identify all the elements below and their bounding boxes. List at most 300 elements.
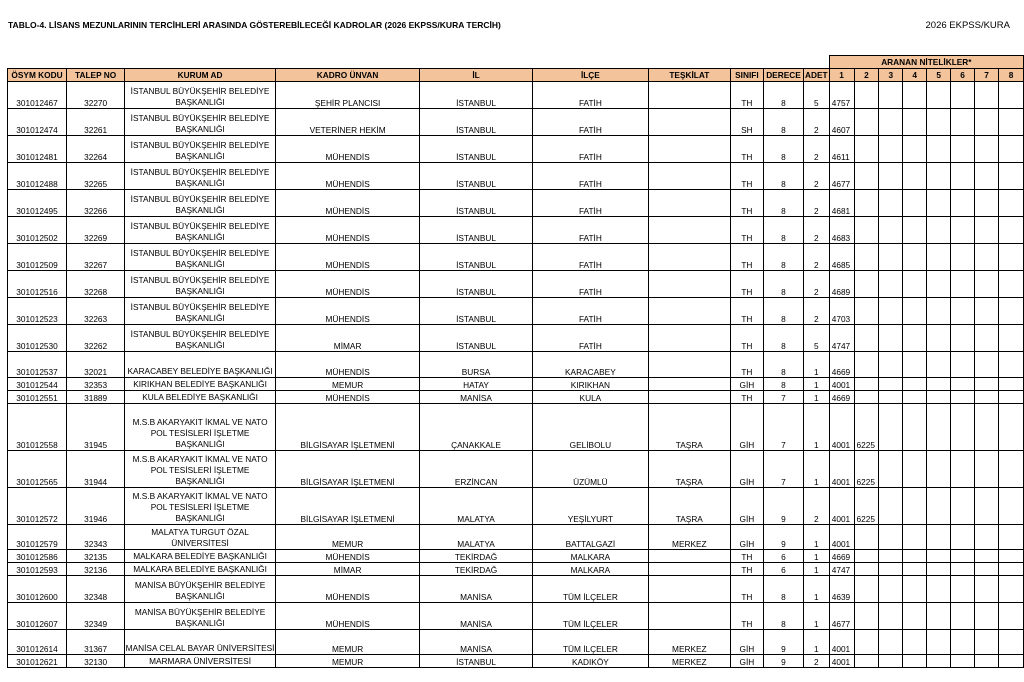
institution-line: M.S.B AKARYAKIT İKMAL VE NATO [132,417,268,427]
qualification-5-cell [927,451,951,488]
qualification-2-cell [854,576,879,603]
table-row [8,244,1024,271]
qualification-5-cell [927,655,951,668]
institution-line: MANİSA BÜYÜKŞEHİR BELEDİYE [134,580,266,590]
qualification-7-cell [975,82,999,109]
class-cell: TH [730,271,763,298]
position-title-cell: MÜHENDİS [275,271,419,298]
grade-cell: 8 [764,603,804,630]
qualification-2-cell: 6225 [854,451,879,488]
qualification-4-cell [903,325,927,352]
qualification-3-cell [879,451,903,488]
province-cell: İSTANBUL [420,82,532,109]
osym-code-cell: 301012537 [8,352,67,378]
column-header: KADRO ÜNVAN [275,69,419,82]
position-title-cell: MÜHENDİS [275,352,419,378]
institution-line: BAŞKANLIĞI [175,232,225,242]
position-title-cell: MEMUR [275,630,419,655]
qualification-4-cell [903,603,927,630]
table-row [8,630,1024,655]
osym-code-cell: 301012502 [8,217,67,244]
qualification-8-cell [999,271,1024,298]
osym-code-cell: 301012474 [8,109,67,136]
table-row [8,550,1024,563]
osym-code-cell: 301012614 [8,630,67,655]
qualification-8-cell [999,391,1024,404]
institution-cell [125,244,276,271]
institution-line: MARMARA ÜNİVERSİTESİ [149,656,251,666]
institution-line: POL TESİSLERİ İŞLETME BAŞKANLIĞI [150,502,250,523]
table-row [8,378,1024,391]
table-row [8,298,1024,325]
district-cell: YEŞİLYURT [532,488,648,525]
institution-line: BAŞKANLIĞI [175,205,225,215]
qualification-1-cell: 4683 [829,217,854,244]
province-cell: İSTANBUL [420,163,532,190]
qualification-5-cell [927,576,951,603]
position-title-cell: MÜHENDİS [275,391,419,404]
qualification-2-cell [854,391,879,404]
institution-cell [125,488,276,525]
qualification-4-cell [903,136,927,163]
institution-cell [125,325,276,352]
position-title-cell: MEMUR [275,655,419,668]
request-no-cell: 32353 [67,378,125,391]
position-title-cell: MİMAR [275,563,419,576]
qualification-3-cell [879,550,903,563]
qualification-6-cell [951,217,975,244]
qualification-6-cell [951,603,975,630]
table-row [8,563,1024,576]
institution-line: BAŞKANLIĞI [175,313,225,323]
position-title-cell: MÜHENDİS [275,550,419,563]
qualification-3-cell [879,217,903,244]
class-cell: TH [730,576,763,603]
table-row [8,109,1024,136]
qualification-6-cell [951,378,975,391]
osym-code-cell: 301012481 [8,136,67,163]
qualification-2-cell [854,655,879,668]
qualification-4-cell [903,378,927,391]
grade-cell: 8 [764,217,804,244]
table-row [8,488,1024,525]
grade-cell: 8 [764,576,804,603]
institution-line: İSTANBUL BÜYÜKŞEHİR BELEDİYE [130,329,270,339]
institution-cell [125,576,276,603]
district-cell: FATİH [532,136,648,163]
qualification-6-cell [951,563,975,576]
organization-cell: MERKEZ [649,630,731,655]
qualification-3-cell [879,82,903,109]
institution-line: BAŞKANLIĞI [175,151,225,161]
qualification-8-cell [999,163,1024,190]
qualification-1-cell: 4747 [829,563,854,576]
qualification-6-cell [951,163,975,190]
qualification-1-cell: 4747 [829,325,854,352]
qualification-3-cell [879,163,903,190]
district-cell: MALKARA [532,550,648,563]
qualification-4-cell [903,563,927,576]
institution-line: İSTANBUL BÜYÜKŞEHİR BELEDİYE [130,113,270,123]
district-cell: FATİH [532,244,648,271]
request-no-cell: 31889 [67,391,125,404]
province-cell: İSTANBUL [420,190,532,217]
class-cell: TH [730,563,763,576]
institution-line: İSTANBUL BÜYÜKŞEHİR BELEDİYE [130,194,270,204]
qualification-3-cell [879,391,903,404]
qualification-6-cell [951,298,975,325]
grade-cell: 9 [764,488,804,525]
grade-cell: 8 [764,271,804,298]
qualification-1-cell: 4639 [829,576,854,603]
request-no-cell: 32021 [67,352,125,378]
count-cell: 1 [803,563,829,576]
province-cell: MALATYA [420,488,532,525]
column-header: DERECE [764,69,804,82]
qualification-2-cell [854,244,879,271]
institution-line: BAŞKANLIĞI [175,286,225,296]
position-title-cell: ŞEHİR PLANCISI [275,82,419,109]
institution-line: BAŞKANLIĞI [175,340,225,350]
qualification-4-cell [903,550,927,563]
district-cell: KADIKÖY [532,655,648,668]
qualification-8-cell [999,576,1024,603]
request-no-cell: 32265 [67,163,125,190]
group-header-row [8,56,1024,69]
qualification-6-cell [951,655,975,668]
osym-code-cell: 301012593 [8,563,67,576]
column-header: TEŞKİLAT [649,69,731,82]
request-no-cell: 31367 [67,630,125,655]
institution-line: MALKARA BELEDİYE BAŞKANLIĞI [133,564,267,574]
qualification-4-cell [903,244,927,271]
column-header: 3 [879,69,903,82]
qualification-2-cell [854,271,879,298]
qualification-2-cell [854,550,879,563]
osym-code-cell: 301012565 [8,451,67,488]
count-cell: 1 [803,378,829,391]
osym-code-cell: 301012572 [8,488,67,525]
qualification-6-cell [951,190,975,217]
qualification-7-cell [975,352,999,378]
qualification-2-cell [854,378,879,391]
qualification-8-cell [999,603,1024,630]
grade-cell: 8 [764,190,804,217]
province-cell: ÇANAKKALE [420,404,532,451]
qualification-3-cell [879,325,903,352]
province-cell: İSTANBUL [420,271,532,298]
column-header: 5 [927,69,951,82]
institution-line: İSTANBUL BÜYÜKŞEHİR BELEDİYE [130,140,270,150]
qualification-4-cell [903,298,927,325]
osym-code-cell: 301012600 [8,576,67,603]
osym-code-cell: 301012558 [8,404,67,451]
count-cell: 1 [803,451,829,488]
grade-cell: 8 [764,298,804,325]
table-row [8,190,1024,217]
organization-cell: TAŞRA [649,451,731,488]
organization-cell [649,136,731,163]
group-header: ARANAN NİTELİKLER* [829,56,1023,69]
table-row [8,217,1024,244]
request-no-cell: 32135 [67,550,125,563]
province-cell: MANİSA [420,630,532,655]
qualification-4-cell [903,488,927,525]
province-cell: TEKİRDAĞ [420,550,532,563]
osym-code-cell: 301012607 [8,603,67,630]
request-no-cell: 32266 [67,190,125,217]
province-cell: BURSA [420,352,532,378]
institution-line: BAŞKANLIĞI [175,618,225,628]
district-cell: BATTALGAZİ [532,525,648,550]
qualification-6-cell [951,451,975,488]
grade-cell: 8 [764,163,804,190]
qualification-3-cell [879,525,903,550]
grade-cell: 7 [764,391,804,404]
request-no-cell: 32136 [67,563,125,576]
qualification-7-cell [975,325,999,352]
institution-line: BAŞKANLIĞI [175,124,225,134]
qualification-5-cell [927,352,951,378]
column-header: 8 [999,69,1024,82]
qualification-5-cell [927,404,951,451]
district-cell: FATİH [532,271,648,298]
district-cell: FATİH [532,217,648,244]
qualification-4-cell [903,109,927,136]
district-cell: GELİBOLU [532,404,648,451]
request-no-cell: 32130 [67,655,125,668]
qualification-7-cell [975,550,999,563]
position-title-cell: BİLGİSAYAR İŞLETMENİ [275,404,419,451]
table-row [8,576,1024,603]
qualification-8-cell [999,190,1024,217]
institution-cell [125,82,276,109]
organization-cell [649,352,731,378]
table-row [8,352,1024,378]
qualification-4-cell [903,352,927,378]
column-header: İLÇE [532,69,648,82]
qualification-2-cell [854,109,879,136]
class-cell: GİH [730,451,763,488]
class-cell: SH [730,109,763,136]
organization-cell [649,325,731,352]
qualification-5-cell [927,603,951,630]
qualification-7-cell [975,244,999,271]
province-cell: İSTANBUL [420,109,532,136]
qualification-5-cell [927,630,951,655]
qualification-2-cell [854,217,879,244]
table-row [8,404,1024,451]
qualification-7-cell [975,576,999,603]
position-title-cell: MÜHENDİS [275,603,419,630]
qualification-7-cell [975,109,999,136]
table-body [8,82,1024,668]
qualification-1-cell: 4669 [829,391,854,404]
column-header-row [8,69,1024,82]
count-cell: 1 [803,630,829,655]
qualification-3-cell [879,576,903,603]
request-no-cell: 32267 [67,244,125,271]
column-header: 4 [903,69,927,82]
class-cell: TH [730,136,763,163]
osym-code-cell: 301012579 [8,525,67,550]
district-cell: ÜZÜMLÜ [532,451,648,488]
organization-cell [649,298,731,325]
position-title-cell: MÜHENDİS [275,217,419,244]
qualification-7-cell [975,163,999,190]
qualification-4-cell [903,391,927,404]
qualification-5-cell [927,271,951,298]
qualification-3-cell [879,488,903,525]
qualification-1-cell: 4669 [829,550,854,563]
qualification-4-cell [903,630,927,655]
institution-line: MALATYA TURGUT ÖZAL [151,527,249,537]
qualification-7-cell [975,451,999,488]
qualification-4-cell [903,82,927,109]
institution-line: İSTANBUL BÜYÜKŞEHİR BELEDİYE [130,167,270,177]
grade-cell: 9 [764,655,804,668]
request-no-cell: 31945 [67,404,125,451]
qualification-3-cell [879,655,903,668]
osym-code-cell: 301012544 [8,378,67,391]
institution-cell [125,378,276,391]
qualification-6-cell [951,576,975,603]
class-cell: TH [730,217,763,244]
class-cell: GİH [730,655,763,668]
institution-line: KIRIKHAN BELEDİYE BAŞKANLIĞI [133,379,267,389]
organization-cell [649,603,731,630]
qualification-7-cell [975,378,999,391]
qualification-5-cell [927,190,951,217]
qualification-1-cell: 4677 [829,163,854,190]
qualification-4-cell [903,655,927,668]
request-no-cell: 32261 [67,109,125,136]
institution-line: POL TESİSLERİ İŞLETME BAŞKANLIĞI [150,428,250,449]
qualification-7-cell [975,404,999,451]
institution-cell [125,352,276,378]
qualification-5-cell [927,244,951,271]
count-cell: 2 [803,217,829,244]
count-cell: 5 [803,325,829,352]
qualification-6-cell [951,404,975,451]
class-cell: GİH [730,630,763,655]
grade-cell: 8 [764,109,804,136]
organization-cell [649,163,731,190]
qualification-7-cell [975,630,999,655]
position-title-cell: MEMUR [275,525,419,550]
qualification-7-cell [975,298,999,325]
position-title-cell: MÜHENDİS [275,136,419,163]
institution-line: MANİSA CELAL BAYAR ÜNİVERSİTESİ [125,643,275,653]
institution-line: BAŞKANLIĞI [175,178,225,188]
institution-line: BAŞKANLIĞI [175,591,225,601]
qualification-1-cell: 4757 [829,82,854,109]
institution-line: M.S.B AKARYAKIT İKMAL VE NATO [132,454,268,464]
district-cell: FATİH [532,325,648,352]
province-cell: İSTANBUL [420,298,532,325]
organization-cell: TAŞRA [649,488,731,525]
province-cell: İSTANBUL [420,655,532,668]
osym-code-cell: 301012621 [8,655,67,668]
qualification-5-cell [927,136,951,163]
qualification-2-cell: 6225 [854,488,879,525]
column-header: İL [420,69,532,82]
position-title-cell: MÜHENDİS [275,576,419,603]
qualification-8-cell [999,378,1024,391]
request-no-cell: 32262 [67,325,125,352]
qualification-5-cell [927,298,951,325]
column-header: ADET [804,70,828,80]
grade-cell: 6 [764,563,804,576]
qualification-2-cell [854,136,879,163]
district-cell: MALKARA [532,563,648,576]
qualification-1-cell: 4001 [829,630,854,655]
qualification-2-cell [854,163,879,190]
qualification-8-cell [999,136,1024,163]
table-row [8,271,1024,298]
qualification-3-cell [879,630,903,655]
class-cell: TH [730,298,763,325]
position-title-cell: MİMAR [275,325,419,352]
qualification-4-cell [903,576,927,603]
grade-cell: 6 [764,550,804,563]
count-cell: 2 [803,136,829,163]
institution-line: MANİSA BÜYÜKŞEHİR BELEDİYE [134,607,266,617]
qualification-6-cell [951,82,975,109]
qualification-7-cell [975,525,999,550]
position-title-cell: MÜHENDİS [275,190,419,217]
district-cell: FATİH [532,190,648,217]
count-cell: 5 [803,82,829,109]
grade-cell: 8 [764,136,804,163]
grade-cell: 7 [764,404,804,451]
qualification-6-cell [951,488,975,525]
qualification-3-cell [879,271,903,298]
count-cell: 1 [803,576,829,603]
qualification-1-cell: 4685 [829,244,854,271]
qualification-1-cell: 4681 [829,190,854,217]
request-no-cell: 32269 [67,217,125,244]
class-cell: TH [730,163,763,190]
institution-line: İSTANBUL BÜYÜKŞEHİR BELEDİYE [130,248,270,258]
count-cell: 2 [803,190,829,217]
qualification-1-cell: 4001 [829,378,854,391]
qualification-5-cell [927,163,951,190]
osym-code-cell: 301012523 [8,298,67,325]
organization-cell: TAŞRA [649,404,731,451]
table-row [8,136,1024,163]
district-cell: TÜM İLÇELER [532,576,648,603]
position-title-cell: BİLGİSAYAR İŞLETMENİ [275,488,419,525]
qualification-2-cell [854,352,879,378]
qualification-5-cell [927,550,951,563]
count-cell: 1 [803,391,829,404]
position-title-cell: MÜHENDİS [275,298,419,325]
qualification-8-cell [999,525,1024,550]
count-cell: 2 [803,298,829,325]
qualification-6-cell [951,109,975,136]
count-cell: 2 [803,488,829,525]
table-row [8,163,1024,190]
qualification-6-cell [951,391,975,404]
qualification-3-cell [879,352,903,378]
qualification-5-cell [927,378,951,391]
column-header: KURUM AD [125,69,276,82]
request-no-cell: 32263 [67,298,125,325]
district-cell: FATİH [532,109,648,136]
qualification-3-cell [879,136,903,163]
qualification-3-cell [879,244,903,271]
